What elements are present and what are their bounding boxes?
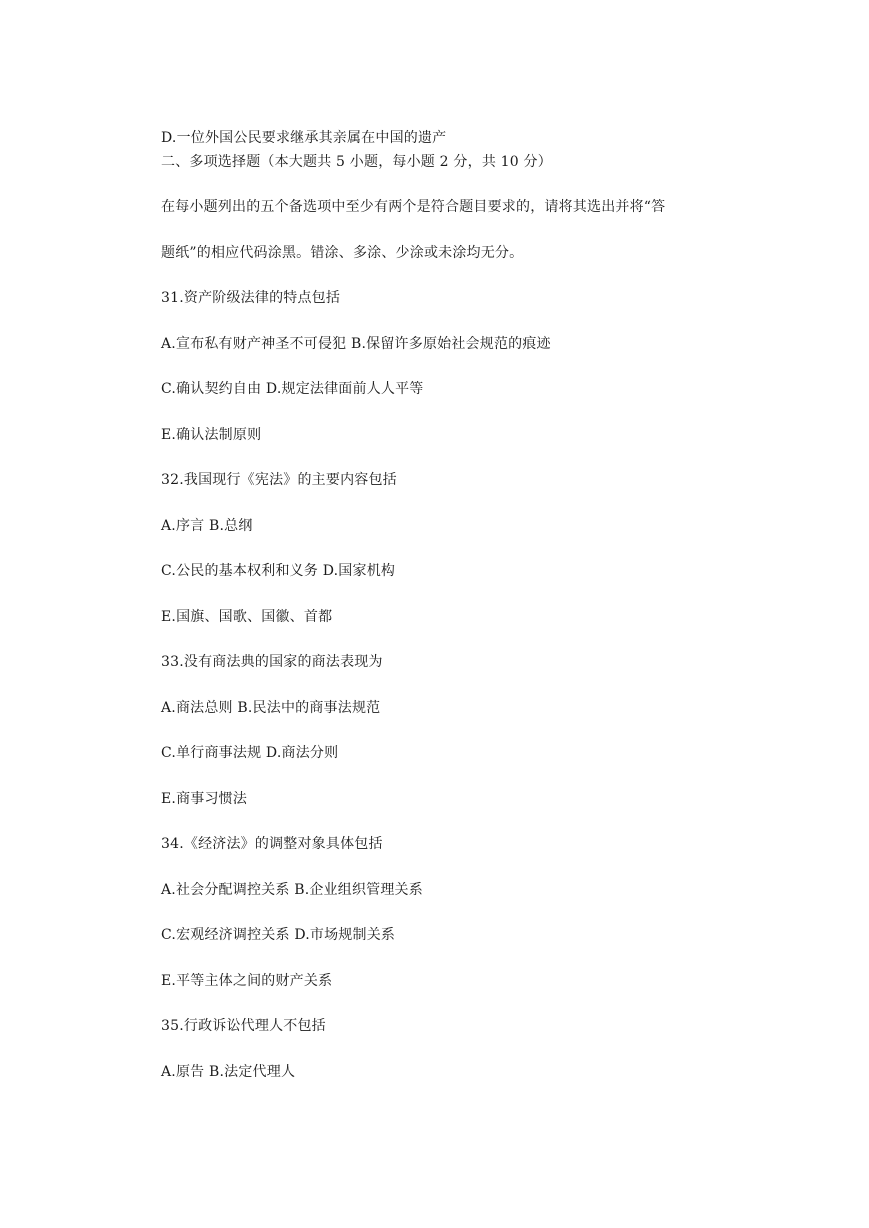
- option-line: C.单行商事法规 D.商法分则: [161, 745, 339, 761]
- option-line: C.公民的基本权利和义务 D.国家机构: [161, 563, 396, 579]
- option-line: E.商事习惯法: [161, 791, 248, 807]
- option-line: A.原告 B.法定代理人: [161, 1064, 296, 1080]
- option-line: A.社会分配调控关系 B.企业组织管理关系: [161, 882, 423, 898]
- option-line: C.确认契约自由 D.规定法律面前人人平等: [161, 381, 424, 397]
- question-line: 33.没有商法典的国家的商法表现为: [161, 654, 383, 670]
- instruction-line: 题纸”的相应代码涂黑。错涂、多涂、少涂或未涂均无分。: [161, 245, 524, 261]
- option-line: A.商法总则 B.民法中的商事法规范: [161, 700, 381, 716]
- option-line: A.宣布私有财产神圣不可侵犯 B.保留许多原始社会规范的痕迹: [161, 336, 551, 352]
- option-line: A.序言 B.总纲: [161, 518, 253, 534]
- option-line: E.国旗、国歌、国徽、首都: [161, 609, 333, 625]
- question-line: 32.我国现行《宪法》的主要内容包括: [161, 472, 397, 488]
- option-line: D.一位外国公民要求继承其亲属在中国的遗产: [161, 130, 447, 146]
- instruction-line: 在每小题列出的五个备选项中至少有两个是符合题目要求的，请将其选出并将“答: [161, 199, 666, 215]
- option-line: C.宏观经济调控关系 D.市场规制关系: [161, 927, 396, 943]
- question-line: 31.资产阶级法律的特点包括: [161, 290, 341, 306]
- question-line: 34.《经济法》的调整对象具体包括: [161, 836, 383, 852]
- question-line: 35.行政诉讼代理人不包括: [161, 1018, 326, 1034]
- option-line: E.平等主体之间的财产关系: [161, 973, 333, 989]
- section-heading: 二、多项选择题（本大题共 5 小题，每小题 2 分，共 10 分）: [161, 154, 552, 170]
- option-line: E.确认法制原则: [161, 427, 262, 443]
